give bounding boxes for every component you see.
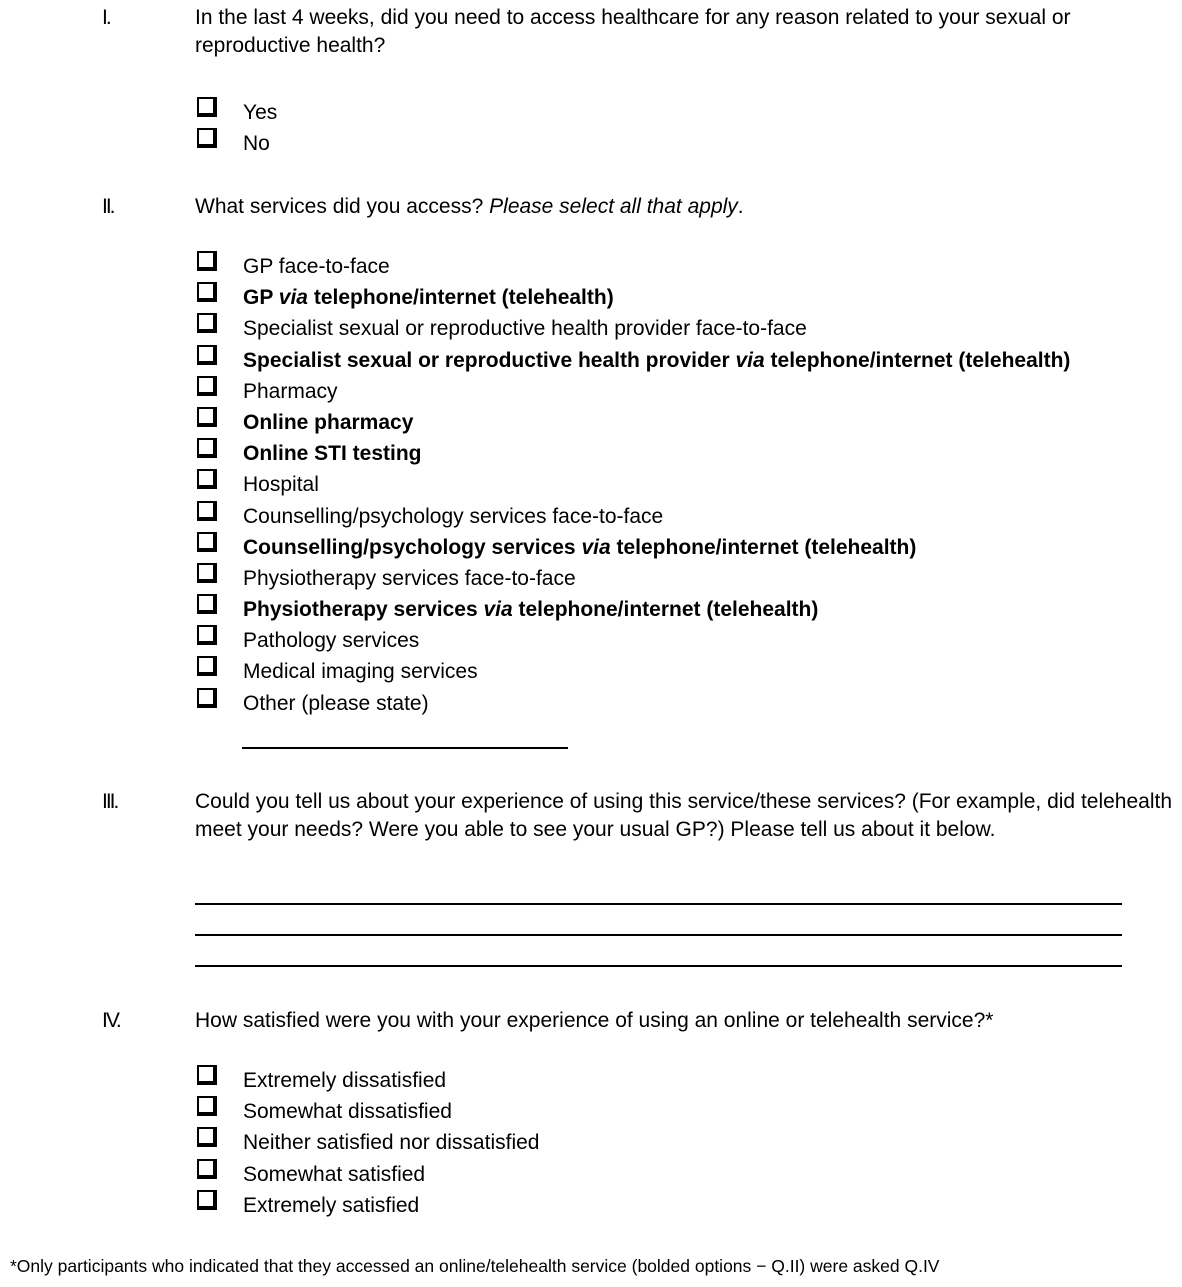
checkbox[interactable]: [197, 469, 217, 489]
checkbox[interactable]: [197, 656, 217, 676]
option-label-pre: Counselling/psychology services: [243, 535, 582, 559]
option-label-via: via: [581, 535, 611, 559]
question-1-numeral: I.: [102, 6, 110, 29]
checkbox[interactable]: [197, 251, 217, 271]
option-label: [243, 285, 614, 311]
option-label: Physiotherapy services face-to-face: [243, 566, 576, 590]
question-2-instruction-end: .: [737, 195, 744, 218]
option-label: Somewhat dissatisfied: [243, 1100, 452, 1124]
option-label-pre: Physiotherapy services: [243, 598, 484, 622]
question-2-text: [195, 193, 1170, 221]
footnote: *Only participants who indicated that they accessed an online/telehealth service (bolded options − Q.II) were asked Q.IV: [10, 1256, 940, 1276]
question-1-text: In the last 4 weeks, did you need to access healthcare for any reason related to your sexual or reproductive health?: [195, 6, 1071, 57]
option-label-pre: GP: [243, 286, 279, 310]
checkbox[interactable]: [197, 532, 217, 552]
option-label: Specialist sexual or reproductive health provider face-to-face: [243, 317, 807, 341]
option-label: [243, 535, 916, 561]
option-label-pre: Specialist sexual or reproductive health provider: [243, 348, 736, 372]
option-label: Yes: [243, 101, 278, 124]
option-label: Online pharmacy: [243, 410, 414, 434]
answer-line-2[interactable]: [195, 934, 1122, 936]
checkbox[interactable]: [197, 282, 217, 302]
answer-line-1[interactable]: [195, 903, 1122, 905]
answer-line-3[interactable]: [195, 965, 1122, 967]
option-label: Extremely dissatisfied: [243, 1069, 447, 1092]
option-label: Hospital: [243, 473, 319, 497]
checkbox[interactable]: [197, 438, 217, 458]
question-4-numeral: IV.: [102, 1009, 120, 1032]
option-label: No: [243, 132, 270, 156]
option-label: Somewhat satisfied: [243, 1162, 426, 1186]
checkbox[interactable]: [197, 1159, 217, 1179]
option-label-post: telephone/internet (telehealth): [764, 348, 1071, 372]
checkbox[interactable]: [197, 1127, 217, 1147]
checkbox[interactable]: [197, 97, 217, 117]
option-label: Pathology services: [243, 629, 420, 653]
option-label: Other (please state): [243, 691, 429, 715]
checkbox[interactable]: [197, 128, 217, 148]
checkbox[interactable]: [197, 594, 217, 614]
option-label: Medical imaging services: [243, 660, 478, 684]
checkbox[interactable]: [197, 345, 217, 365]
question-2-prompt: What services did you access?: [195, 195, 484, 218]
option-label-via: via: [278, 286, 308, 310]
question-3-numeral: III.: [102, 790, 118, 813]
option-label-via: via: [735, 348, 765, 372]
option-label-via: via: [483, 598, 513, 622]
checkbox[interactable]: [197, 1096, 217, 1116]
checkbox[interactable]: [197, 1065, 217, 1085]
other-answer-line[interactable]: [242, 747, 568, 749]
checkbox[interactable]: [197, 563, 217, 583]
question-3-text: Could you tell us about your experience of using this service/these services? (For example, did telehealth meet your needs? Were you able to see your usual GP?) Please tell us about it below.: [195, 790, 1173, 841]
checkbox[interactable]: [197, 407, 217, 427]
option-label: Counselling/psychology services face-to-face: [243, 504, 664, 528]
option-label: [243, 348, 1070, 374]
option-label: GP face-to-face: [243, 255, 390, 278]
checkbox[interactable]: [197, 376, 217, 396]
checkbox[interactable]: [197, 625, 217, 645]
option-label-post: telephone/internet (telehealth): [512, 598, 819, 622]
checkbox[interactable]: [197, 501, 217, 521]
question-4-text: How satisfied were you with your experience of using an online or telehealth service?*: [195, 1009, 994, 1032]
checkbox[interactable]: [197, 313, 217, 333]
option-label-post: telephone/internet (telehealth): [308, 286, 614, 310]
checkbox[interactable]: [197, 688, 217, 708]
option-label: [243, 597, 818, 623]
question-2-numeral: II.: [102, 195, 114, 218]
question-2-instruction: Please select all that apply: [489, 195, 738, 218]
option-label: Neither satisfied nor dissatisfied: [243, 1131, 540, 1155]
option-label: Pharmacy: [243, 379, 338, 403]
option-label-post: telephone/internet (telehealth): [610, 535, 917, 559]
option-label: Extremely satisfied: [243, 1193, 420, 1217]
option-label: Online STI testing: [243, 442, 422, 466]
checkbox[interactable]: [197, 1190, 217, 1210]
